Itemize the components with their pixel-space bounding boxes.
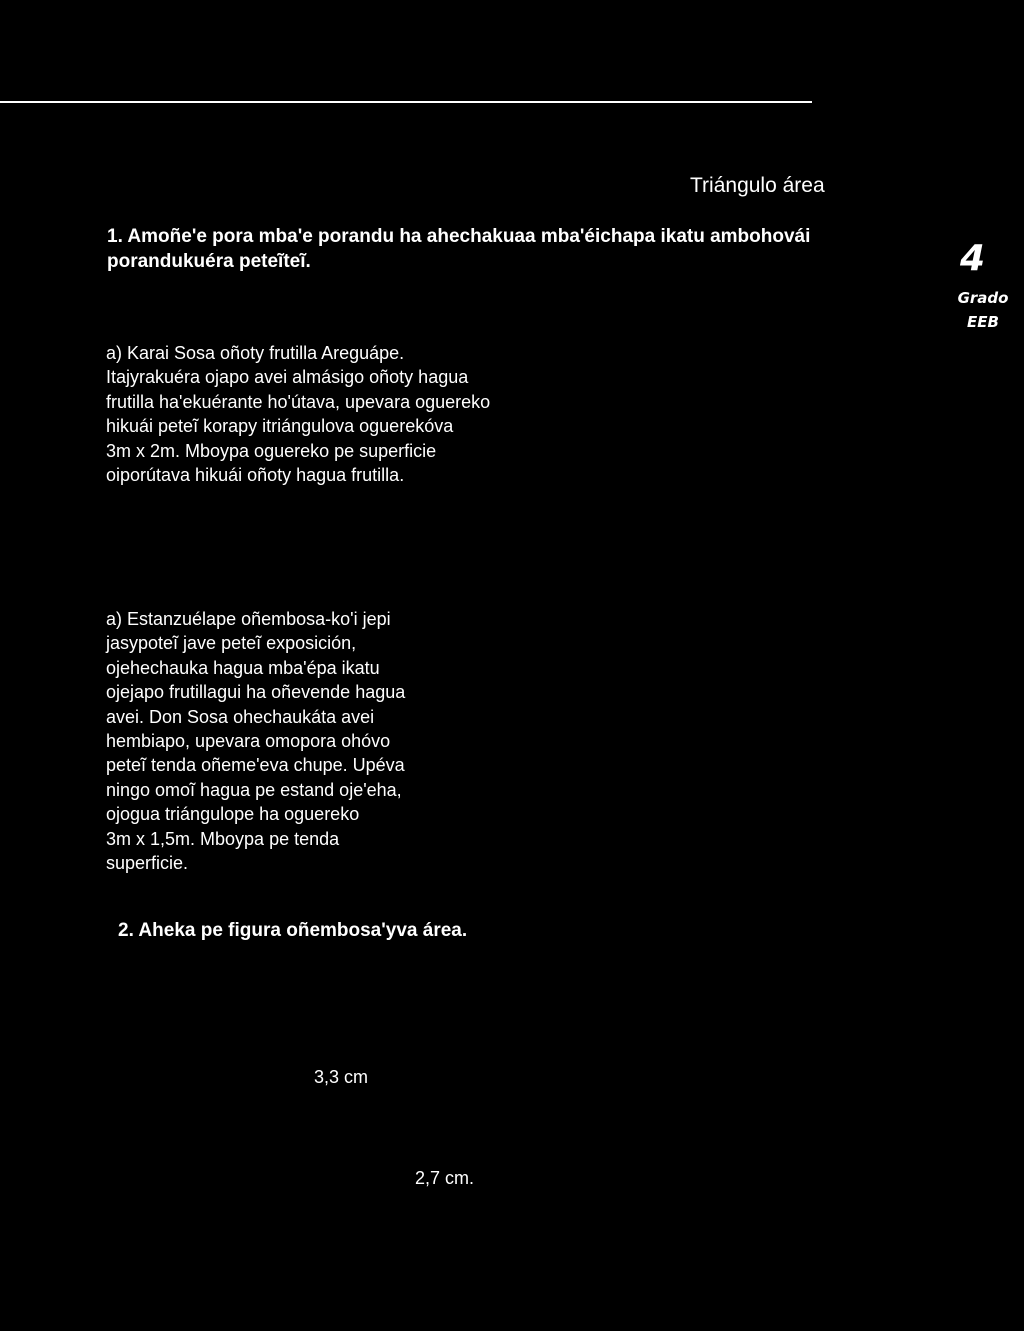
item-b-line: a) Estanzuélape oñembosa-ko'i jepi [106, 609, 391, 629]
base-measurement-label: 2,7 cm. [415, 1168, 475, 1188]
item-a-line: 3m x 2m. Mboypa oguereko pe superficie [106, 440, 437, 461]
grade-number: 4 [960, 238, 986, 279]
item-b-line: avei. Don Sosa ohechaukáta avei [106, 706, 375, 727]
grade-label-line-2: EEB [967, 313, 999, 331]
question-1-item-b [106, 607, 405, 875]
item-b-line: ojejapo frutillagui ha oñevende hagua [106, 682, 406, 703]
grade-label-line-1: Grado [957, 289, 1009, 307]
question-1-heading [107, 224, 937, 274]
question-1-heading-line-1: 1. Amoñe'e pora mba'e porandu ha ahechakuaa mba'éichapa ikatu ambohovái [107, 226, 811, 247]
item-a-line: oiporútava hikuái oñoty hagua frutilla. [106, 465, 405, 486]
top-rule [0, 101, 812, 103]
page-title: Triángulo área [690, 174, 825, 197]
item-a-line: Itajyrakuéra ojapo avei almásigo oñoty hagua [106, 367, 469, 388]
item-b-line: jasypoteĩ jave peteĩ exposición, [106, 633, 357, 654]
item-a-line: a) Karai Sosa oñoty frutilla Areguápe. [106, 343, 405, 363]
item-b-line: 3m x 1,5m. Mboypa pe tenda [106, 828, 340, 849]
question-1-heading-line-2: porandukuéra peteĩteĩ. [107, 251, 311, 272]
item-b-line: ningo omoĩ hagua pe estand oje'eha, [106, 779, 402, 800]
item-b-line: ojogua triángulope ha oguereko [106, 804, 360, 825]
question-2-heading: 2. Aheka pe figura oñembosa'yva área. [118, 920, 468, 941]
question-1-item-a [106, 341, 490, 487]
item-b-line: ojehechauka hagua mba'épa ikatu [106, 657, 380, 678]
item-a-line: frutilla ha'ekuérante ho'útava, upevara oguereko [106, 391, 491, 412]
item-b-line: hembiapo, upevara omopora ohóvo [106, 731, 391, 752]
height-measurement-label: 3,3 cm [314, 1067, 369, 1087]
grade-label [952, 286, 1014, 334]
item-b-line: superficie. [106, 853, 189, 874]
item-a-line: hikuái peteĩ korapy itriángulova oguerekóva [106, 416, 454, 437]
item-b-line: peteĩ tenda oñeme'eva chupe. Upéva [106, 755, 405, 776]
